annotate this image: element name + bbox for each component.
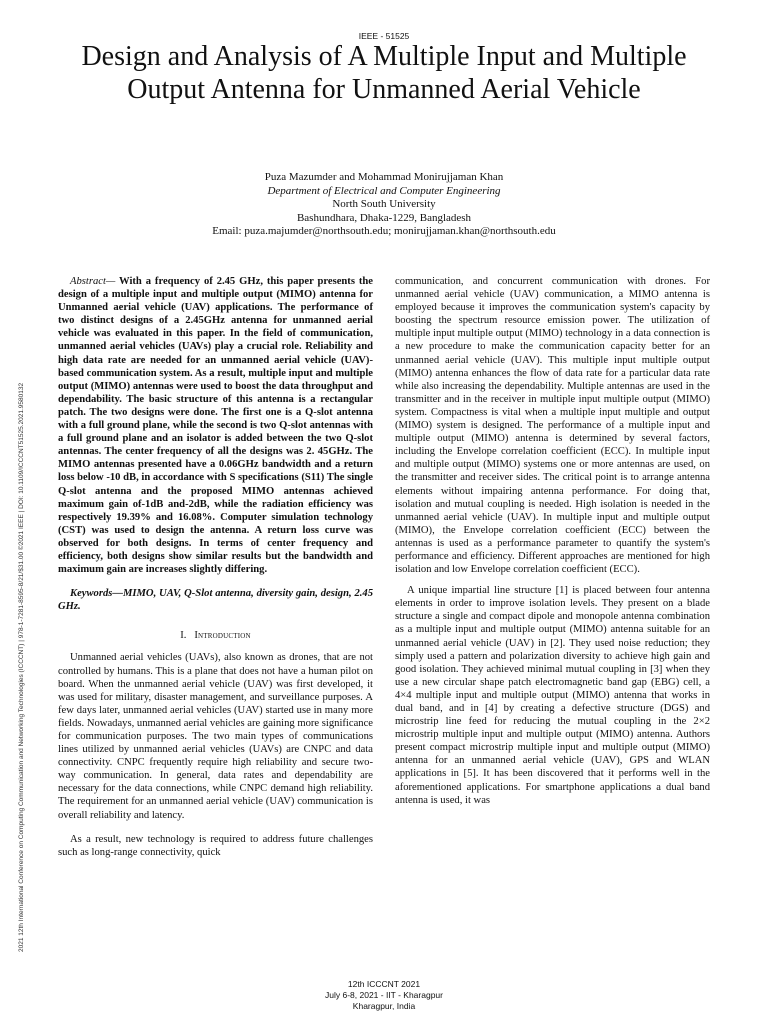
author-names: Puza Mazumder and Mohammad Monirujjaman Khan: [264, 171, 504, 183]
footer-conference: 12th ICCCNT 2021: [347, 979, 421, 989]
section-number: I.: [180, 630, 187, 642]
author-email: Email: puza.majumder@northsouth.edu; monirujjaman.khan@northsouth.edu: [212, 225, 556, 237]
conference-id: IEEE - 51525: [358, 31, 410, 41]
abstract-text: With a frequency of 2.45 GHz, this paper presents the design of a multiple input and multiple output (MIMO) antenna for Unmanned aerial vehicle (UAV) applications. The performance of two distinct designs of a 2.45GHz antenna for unmanned aerial vehicle was evaluated in this paper. In the field of communication, unmanned aerial vehicles (UAVs) play a crucial role. Reliability and high data rate are needed for an unmanned aerial vehicle (UAV)-based communication system. As a result, multiple input and multiple output (MIMO) antennas were used to boost the data throughput and dependability. The basic structure of this antenna is a rectangular patch. The two designs were done. The first one is a Q-slot antenna with a full ground plane, while the second is two Q-slot antennas with a full ground plane and an isolator is added between the two Q-slot antennas. The center frequency of all the designs was 2. 45GHz. The MIMO antennas presented have a 0.06GHz bandwidth and a return loss below -10 dB, in accordance with S specifications (S11) The single Q-slot antenna and the proposed MIMO antennas achieved maximum gain of-1dB and-2dB, while the radiation efficiency was respectively 19.39% and 16.08%. Computer simulation technology (CST) was used to design the antenna. A return loss curve was observed for both designs. In terms of center frequency and efficiency, both designs show similar results but the bandwidth and maximum gain are increases slightly differing.: [58, 276, 373, 576]
section-title: Introduction: [194, 630, 251, 642]
author-location: Bashundhara, Dhaka-1229, Bangladesh: [296, 211, 472, 224]
footer-dates: July 6-8, 2021 - IIT - Kharagpur: [325, 990, 443, 1000]
abstract-lead: Abstract—: [70, 276, 116, 287]
section-heading-introduction: [58, 629, 373, 642]
author-block: [0, 171, 768, 239]
right-paragraph-2: A unique impartial line structure [1] is placed between four antenna elements in order to improve isolation levels. They present on a blade structure a single and compact dipole and monopole antenna combination as a multiple input and multiple output (MIMO) antenna suitable for an unmanned aerial vehicle (UAV) in [2]. They used noise reduction; they simply used a pattern and polarization diversity to achieve high gain and good isolation. They achieved minimal mutual coupling in [3] when they use a new circular shape patch electromagnetic band gap (EBG) cell, a 4×4 multiple input and multiple output (MIMO) antenna that works in dual band, and in [4] by creating a defective structure (DGS) and microstrip line feed for reducing the mutual coupling in the 2×2 microstrip multiple input and multiple output (MIMO) antenna. Authors present compact microstrip multiple input and multiple output (MIMO) antenna for an unmanned aerial vehicle (UAV), GPS and WLAN applications in [5]. It has been discovered that it performs well in the aforementioned applications. For smartphone applications a dual band antenna is used, it was: [395, 585, 710, 806]
page-footer: [0, 979, 768, 1012]
keywords: [58, 587, 373, 613]
side-citation-text: 2021 12th International Conference on Computing Communication and Networking Technologies (ICCCNT) | 978-1-7281-8595-8/21/$31.00 ©2021 IEEE | DOI: 10.1109/ICCCNT51525.2021.9580132: [18, 382, 25, 952]
intro-paragraph-2: As a result, new technology is required to address future challenges such as long-range connectivity, quick: [58, 833, 373, 858]
intro-paragraph-1: Unmanned aerial vehicles (UAVs), also known as drones, that are not controlled by humans. This is a plane that does not have a human pilot on board. When the unmanned aerial vehicle (UAV) was first developed, it was used for military, disaster management, and surveillance purposes. A few days later, unmanned aerial vehicles (UAV) started use in many more fields. Nowadays, unmanned aerial vehicles are gaining more significance for communication purposes. The two main types of communications lines utilized by unmanned aerial vehicles (UAVs) are CNPC and data connectivity. CNPC frequently require high reliability and secure two-way communication. In general, data rates and dependability are necessary for the data connections, while CNPC demand high reliability. The requirement for an unmanned aerial vehicle (UAV) communication is overall reliability and latency.: [58, 652, 373, 821]
right-column: [395, 275, 710, 807]
footer-location: Kharagpur, India: [352, 1001, 416, 1011]
left-column: [58, 275, 373, 859]
keywords-text: MIMO, UAV, Q-Slot antenna, diversity gain, design, 2.45 GHz.: [58, 588, 373, 613]
author-department: Department of Electrical and Computer Engineering: [267, 184, 501, 197]
abstract: [58, 275, 373, 576]
paper-title: Design and Analysis of A Multiple Input and Multiple Output Antenna for Unmanned Aerial Vehicle: [81, 41, 687, 105]
right-paragraph-1: communication, and concurrent communication with drones. For unmanned aerial vehicle (UAV) communication, a MIMO antenna is employed because it improves the communication system's capacity by boosting the spectrum resource emission power. The utilization of multiple input multiple output (MIMO) technology in a data connection is a new procedure to make the communication capacity better for an unmanned aerial vehicle (UAV). This multiple input multiple output (MIMO) antenna enhances the flow of data rate for a particular data rate while also increasing the dependability. Multiple antennas are used in the transmitter and in the receiver in multiple input multiple output (MIMO) system. Compactness is vital when a multiple input multiple and output (MIMO) system is designed. The performance of a multiple input and multiple output (MIMO) antenna is determined by several factors, including the Envelope correlation coefficient (ECC). In multiple input and multiple output (MIMO) systems one or more antennas are used, on the transmitter and receiver sides. The critical point is to arrange antenna elements without impairing antenna performance. For doing that, isolation and mutual coupling is needed. High isolation is needed in the unmanned aerial vehicle (UAV). In multiple input and multiple output (MIMO), the Envelope correlation coefficient (ECC) between the antennas is used as a performance parameter to quantify the system's performance and efficiency. Different approaches are mentioned for high isolation and low Envelope correlation coefficient (ECC).: [395, 276, 710, 576]
author-university: North South University: [332, 198, 436, 210]
keywords-lead: Keywords—: [70, 588, 123, 600]
